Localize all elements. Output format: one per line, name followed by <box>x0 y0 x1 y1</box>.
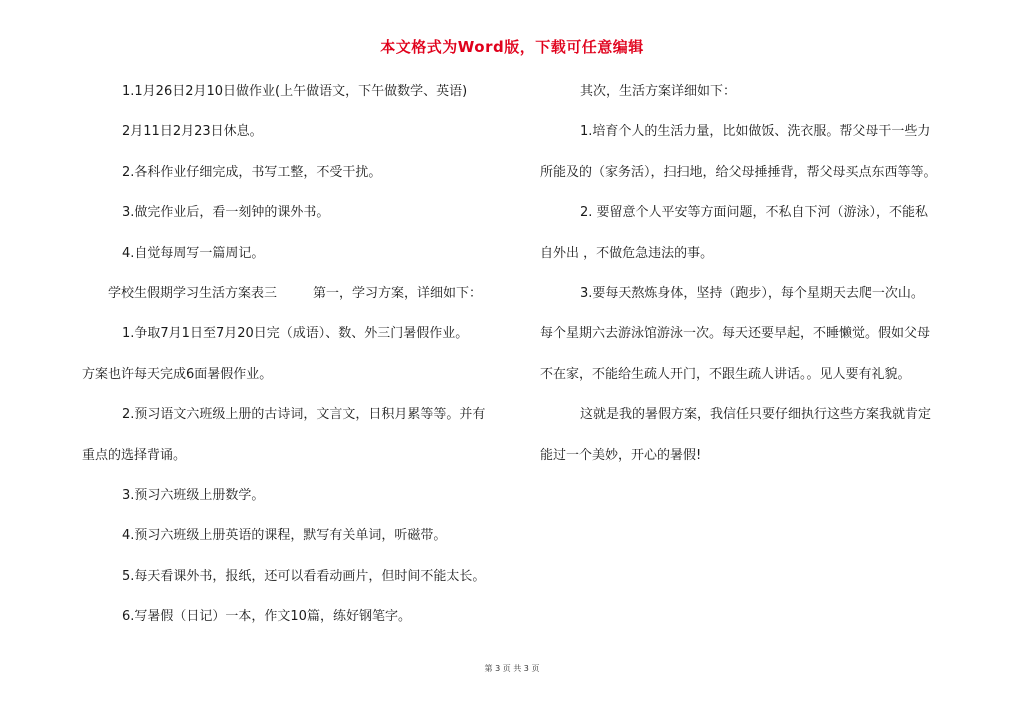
left-column <box>82 82 522 647</box>
paragraph-line: 5.每天看课外书，报纸，还可以看看动画片，但时间不能太长。 <box>122 568 486 584</box>
paragraph-line: 重点的选择背诵。 <box>82 447 187 463</box>
paragraph-line: 1.争取7月1日至7月20日完（成语）、数、外三门暑假作业。 <box>122 326 469 342</box>
right-column <box>540 82 970 486</box>
paragraph-line: 3.做完作业后，看一刻钟的课外书。 <box>122 205 330 221</box>
page-footer: 第 3 页 共 3 页 <box>484 664 540 673</box>
paragraph-line: 4.自觉每周写一篇周记。 <box>122 245 265 261</box>
paragraph-line: 所能及的（家务活），扫扫地，给父母捶捶背，帮父母买点东西等等。 <box>540 164 937 180</box>
paragraph-line: 6.写暑假（日记）一本，作文10篇，练好钢笔字。 <box>122 609 411 625</box>
section-title: 学校生假期学习生活方案表三 <box>108 285 278 301</box>
paragraph-line: 1.1月26日2月10日做作业(上午做语文，下午做数学、英语) <box>122 84 468 99</box>
section-heading-row <box>82 284 522 304</box>
paragraph-line: 不在家，不能给生疏人开门，不跟生疏人讲话。。见人要有礼貌。 <box>540 366 911 382</box>
paragraph-line: 每个星期六去游泳馆游泳一次。每天还要早起，不睡懒觉。假如父母 <box>540 326 931 342</box>
paragraph-line: 3.要每天熬炼身体，坚持（跑步），每个星期天去爬一次山。 <box>580 285 924 301</box>
section-subtitle: 第一，学习方案，详细如下： <box>313 285 483 301</box>
paragraph-line: 1.培育个人的生活力量，比如做饭、洗衣服。帮父母干一些力 <box>580 124 931 140</box>
paragraph-line: 其次，生活方案详细如下： <box>580 84 737 99</box>
paragraph-line: 2月11日2月23日休息。 <box>122 124 263 140</box>
paragraph-line: 4.预习六班级上册英语的课程，默写有关单词，听磁带。 <box>122 528 447 544</box>
paragraph-line: 自外出 ，不做危急违法的事。 <box>540 245 714 261</box>
paragraph-line: 能过一个美妙，开心的暑假! <box>540 447 702 463</box>
paragraph-line: 2.预习语文六班级上册的古诗词，文言文，日积月累等等。并有 <box>122 407 486 423</box>
paragraph-line: 2.各科作业仔细完成，书写工整，不受干扰。 <box>122 164 382 180</box>
paragraph-line: 2. 要留意个人平安等方面问题，不私自下河（游泳），不能私 <box>580 205 929 221</box>
paragraph-line: 3.预习六班级上册数学。 <box>122 487 265 503</box>
paragraph-line: 方案也许每天完成6面暑假作业。 <box>82 366 273 382</box>
document-header-title: 本文格式为Word版，下载可任意编辑 <box>380 38 644 56</box>
paragraph-line: 这就是我的暑假方案，我信任只要仔细执行这些方案我就肯定 <box>580 407 932 423</box>
